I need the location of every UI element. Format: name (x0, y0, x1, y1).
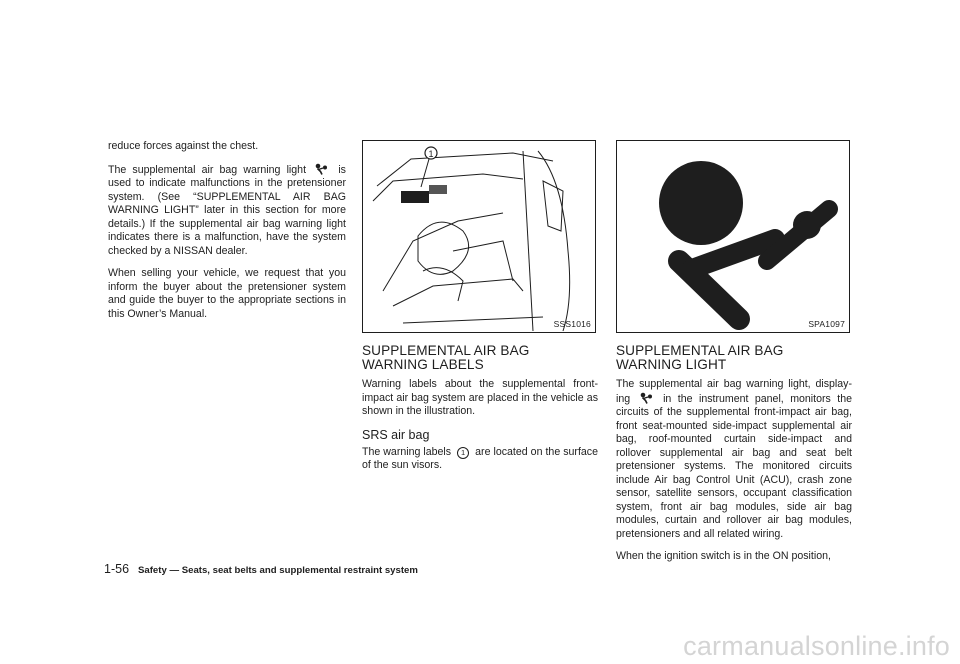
paragraph-text: The supplemental air bag warning light (108, 163, 307, 176)
airbag-warning-symbol (617, 141, 850, 333)
paragraph-text: are located on the surface of the sun visors. (362, 445, 598, 471)
section-heading: SUPPLEMENTAL AIR BAG WARNING LABELS (362, 343, 530, 372)
paragraph: When selling your vehicle, we request that you inform the buyer about the pretensioner system and guide the buyer to the appropriate sections in this Owner’s Manual. (108, 267, 346, 320)
section-title: Safety — Seats, seat belts and supplemental restraint system (137, 565, 418, 576)
warning-light-figure (616, 140, 850, 333)
watermark: carmanualsonline.info (683, 631, 950, 661)
paragraph (108, 163, 346, 259)
callout-number: 1 (428, 149, 434, 159)
paragraph-text: in the instrument panel, monitors the circuits of the supplemental front-impact air bag, front seat-mounted side-impact supplemental air bag, roof-mounted curtain side-impact and rollover supplemental air bag and seat belt pretensioner systems. The monitored circuits include Air bag Control Unit (ACU), crash zone sensor, satellite sensors, occupant classification system, front air bag modules, side air bag modules, curtain and rollover air bag modules, pretensioners and all related wiring. (616, 392, 853, 540)
sun-visor-label (401, 191, 429, 203)
paragraph (616, 378, 852, 541)
right-column (616, 140, 852, 573)
paragraph-text: The supplemental air bag warning light, display-ing (616, 378, 852, 405)
paragraph: When the ignition switch is in the ON position, (616, 550, 831, 562)
paragraph-text: is used to indicate malfunctions in the pretensioner system. (See “SUPPLEMENTAL AIR BAG WARNING LIGHT” later in this section for more details.) If the supplemental air bag warning light indicates there is a malfunction, have the system checked by a NISSAN dealer. (108, 163, 346, 257)
page-number: 1-56 (104, 562, 130, 576)
door-open-illustration (363, 141, 596, 333)
airbag-warning-icon (639, 392, 655, 404)
page-footer (104, 562, 418, 576)
sun-visor-label (429, 185, 447, 194)
middle-column (362, 140, 598, 482)
figure-code: SSS1016 (553, 319, 591, 329)
paragraph (362, 446, 598, 473)
section-heading: SUPPLEMENTAL AIR BAG WARNING LIGHT (616, 343, 784, 372)
figure-code: SPA1097 (808, 319, 845, 329)
subheading: SRS air bag (362, 427, 430, 442)
callout-badge: 1 (457, 447, 469, 459)
left-column (108, 140, 346, 330)
airbag-warning-icon (314, 163, 330, 175)
paragraph: Warning labels about the supplemental front-impact air bag system are placed in the vehicle as shown in the illustration. (362, 378, 598, 417)
paragraph-text: The warning labels (362, 445, 452, 458)
vehicle-interior-figure (362, 140, 596, 333)
paragraph: reduce forces against the chest. (108, 140, 259, 152)
